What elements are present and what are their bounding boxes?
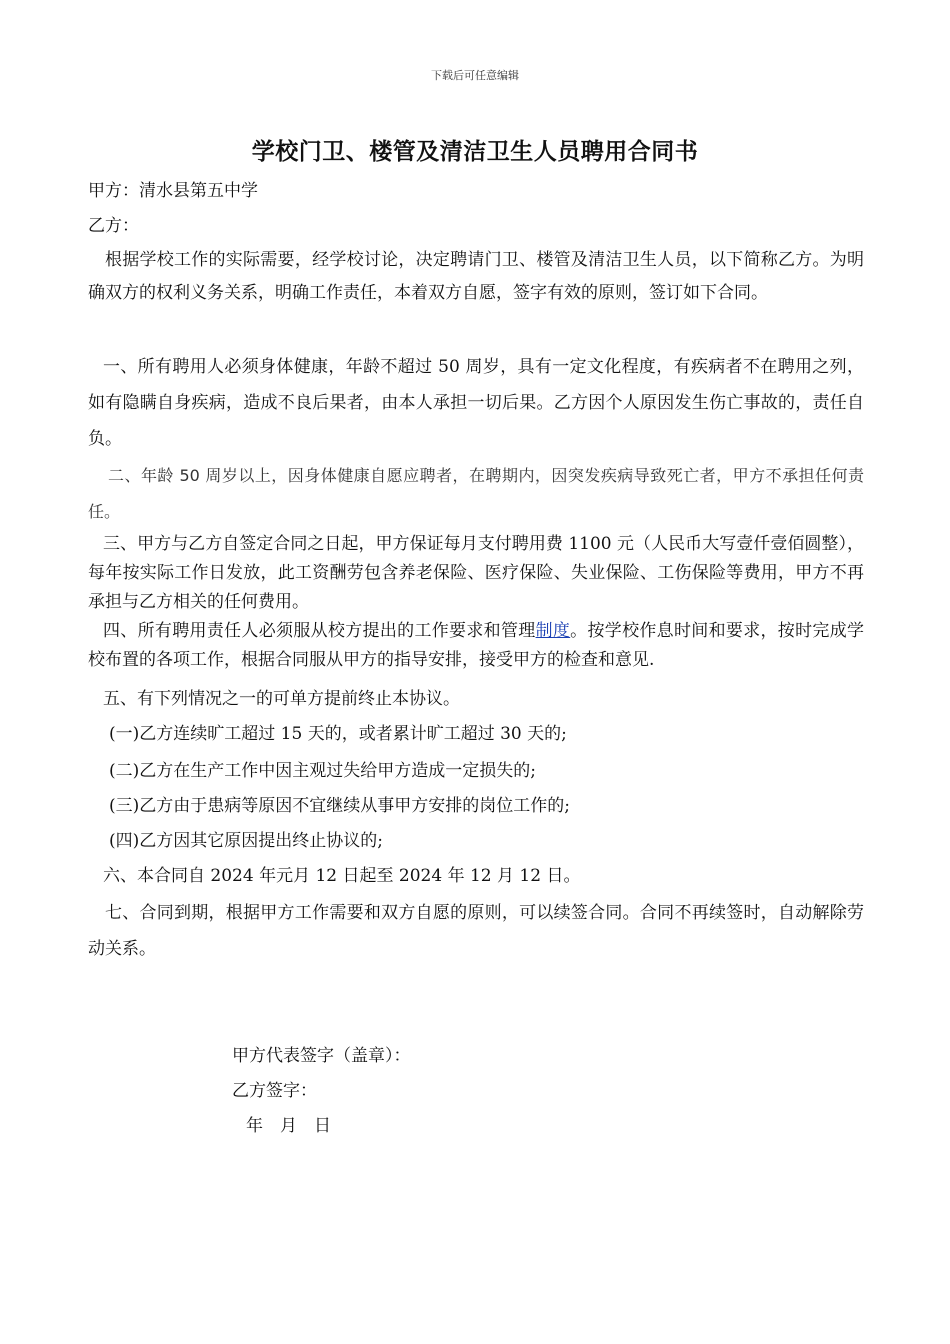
party-b: 乙方： <box>88 216 139 236</box>
clause-7: 七、合同到期，根据甲方工作需要和双方自愿的原则，可以续签合同。合同不再续签时，自动解除劳动关系。 <box>88 903 864 959</box>
clause-3: 三、甲方与乙方自签定合同之日起，甲方保证每月支付聘用费 1100 元（人民币大写壹仟壹佰圆整），每年按实际工作日发放，此工资酬劳包含养老保险、医疗保险、失业保险、工伤保险等费用，甲方不再承担与乙方相关的任何费用。 <box>88 534 864 612</box>
clause-5-item: (二)乙方在生产工作中因主观过失给甲方造成一定损失的; <box>109 761 536 781</box>
clause-4-text: 四、所有聘用责任人必须服从校方提出的工作要求和管理 <box>103 621 536 641</box>
clause-6: 六、本合同自 2024 年元月 12 日起至 2024 年 12 月 12 日。 <box>103 866 581 886</box>
intro-paragraph: 根据学校工作的实际需要，经学校讨论，决定聘请门卫、楼管及清洁卫生人员，以下简称乙方。为明确双方的权利义务关系，明确工作责任，本着双方自愿，签字有效的原则，签订如下合同。 <box>88 250 864 303</box>
document-title: 学校门卫、楼管及清洁卫生人员聘用合同书 <box>251 139 699 165</box>
regulation-link[interactable]: 制度 <box>535 621 571 641</box>
header-note: 下载后可任意编辑 <box>431 69 519 82</box>
party-b-signature-label: 乙方签字： <box>232 1081 317 1101</box>
clause-5-item: (三)乙方由于患病等原因不宜继续从事甲方安排的岗位工作的; <box>109 796 570 816</box>
party-a: 甲方：清水县第五中学 <box>88 181 258 201</box>
clause-5-item: (一)乙方连续旷工超过 15 天的，或者累计旷工超过 30 天的; <box>109 724 567 744</box>
clause-4-text-cont: 。按学校作息时间和要求，按时完成学校布置的各项工作，根据合同服从甲方的指导安排，接受甲方的检查和意见. <box>88 621 865 670</box>
party-a-signature-label: 甲方代表签字（盖章）： <box>232 1046 411 1066</box>
clause-5-item: (四)乙方因其它原因提出终止协议的; <box>109 831 383 851</box>
clause-2: 二、年龄 50 周岁以上，因身体健康自愿应聘者，在聘期内，因突发疾病导致死亡者，甲方不承担任何责任。 <box>88 466 864 521</box>
clause-4 <box>88 617 864 675</box>
clause-5: 五、有下列情况之一的可单方提前终止本协议。 <box>103 689 460 709</box>
clause-1: 一、所有聘用人必须身体健康，年龄不超过 50 周岁，具有一定文化程度，有疾病者不在聘用之列，如有隐瞒自身疾病，造成不良后果者，由本人承担一切后果。乙方因个人原因发生伤亡事故的，责任自负。 <box>88 357 864 449</box>
signature-date: 年 月 日 <box>246 1116 331 1136</box>
